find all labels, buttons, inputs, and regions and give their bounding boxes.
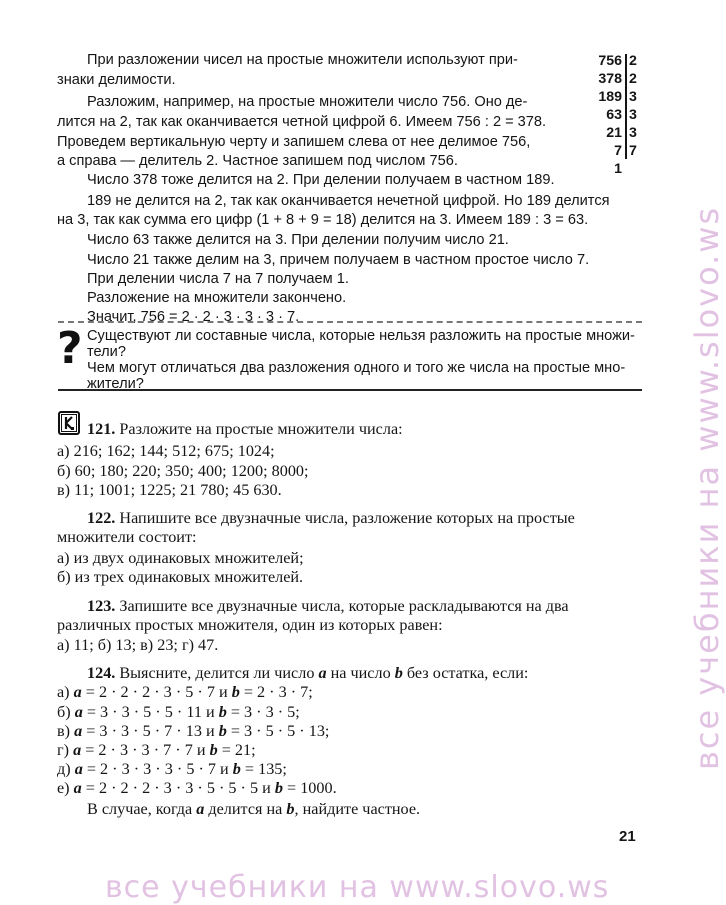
and-word: и <box>205 703 215 721</box>
variable-b: b <box>218 703 227 721</box>
question-line-2: тели? <box>87 344 126 360</box>
question-line-3: Чем могут отличаться два разложения одного и того же числа на простые мно- <box>87 360 626 376</box>
exercise-124-item <box>57 722 329 741</box>
equals-sign: = <box>85 683 95 701</box>
factor-dividend: 63 <box>606 107 622 123</box>
exercise-122-number: 122. <box>87 509 116 527</box>
exercise-124-number: 124. <box>87 664 116 682</box>
question-line-4: жители? <box>87 376 144 392</box>
variable-a: a <box>196 800 205 818</box>
equals-sign: = <box>221 741 231 759</box>
factor-dividend: 756 <box>598 53 622 69</box>
variable-a: a <box>73 779 82 797</box>
value-a: 2 · 2 · 2 · 3 · 5 · 7 <box>98 683 215 701</box>
intro-line-7: Число 378 тоже делится на 2. При делении получаем в частном 189. <box>87 172 555 188</box>
intro-line-11: Число 21 также делим на 3, причем получаем в частном простое число 7. <box>87 252 590 268</box>
final-text-3: , найдите частное. <box>294 800 421 818</box>
value-a: 2 · 2 · 2 · 3 · 3 · 5 · 5 · 5 <box>98 779 259 797</box>
variable-a: a <box>73 741 82 759</box>
intro-line-9: на 3, так как сумма его цифр (1 + 8 + 9 = 18) делится на 3. Имеем 189 : 3 = 63. <box>57 212 589 228</box>
equals-sign: = <box>85 741 95 759</box>
value-b: 1000. <box>300 779 337 797</box>
exercise-123-text: Запишите все двузначные числа, которые раскладываются на два <box>119 597 569 615</box>
intro-line-10: Число 63 также делится на 3. При делении получим число 21. <box>87 232 509 248</box>
calculator-task-icon <box>58 411 80 435</box>
question-box-top-rule <box>58 321 642 323</box>
value-b: 3 · 5 · 5 · 13; <box>244 722 330 740</box>
intro-line-6: а справа — делитель 2. Частное запишем под числом 756. <box>57 153 458 169</box>
intro-line-14: Значит, 756 = 2 · 2 · 3 · 3 · 3 · 7. <box>87 309 300 325</box>
final-text-1: В случае, когда <box>87 800 193 818</box>
variable-b: b <box>286 800 295 818</box>
variable-b: b <box>394 664 403 682</box>
value-a: 2 · 3 · 3 · 3 · 5 · 7 <box>100 760 216 778</box>
exercise-122-item-a: а) из двух одинаковых множителей; <box>57 549 304 567</box>
variable-b: b <box>231 683 240 701</box>
item-label: б) <box>57 703 71 721</box>
exercise-124-item <box>57 760 287 779</box>
exercise-123-line-1 <box>87 597 569 616</box>
final-text-2: делится на <box>208 800 283 818</box>
exercise-124-heading <box>87 664 528 683</box>
factor-dividend: 378 <box>598 71 622 87</box>
exercise-122-item-b: б) из трех одинаковых множителей. <box>57 568 304 586</box>
exercise-124-item <box>57 779 337 798</box>
factor-dividend: 21 <box>606 125 622 141</box>
equals-sign: = <box>85 779 95 797</box>
intro-line-5: Проведем вертикальную черту и запишем слева от нее делимое 756, <box>57 134 531 150</box>
and-word: и <box>205 722 215 740</box>
question-mark-icon: ? <box>57 323 83 374</box>
exercise-121-number: 121. <box>87 420 116 438</box>
and-word: и <box>196 741 206 759</box>
exercise-122-text: Напишите все двузначные числа, разложение которых на простые <box>119 509 575 527</box>
exercise-124-item <box>57 683 313 702</box>
intro-line-8: 189 не делится на 2, так как оканчивается нечетной цифрой. Но 189 делится <box>87 193 610 209</box>
variable-b: b <box>274 779 283 797</box>
variable-a: a <box>318 664 327 682</box>
exercise-124-final <box>87 800 420 819</box>
item-label: в) <box>57 722 71 740</box>
exercise-124-item <box>57 703 300 722</box>
equals-sign: = <box>86 703 96 721</box>
variable-a: a <box>74 722 83 740</box>
exercise-121-text: Разложите на простые множители числа: <box>119 420 403 438</box>
factor-divisor: 2 <box>629 53 637 69</box>
equals-sign: = <box>244 760 255 778</box>
factor-divisor: 3 <box>629 89 637 105</box>
value-a: 3 · 3 · 5 · 7 · 13 <box>99 722 202 740</box>
exercise-124-item <box>57 741 256 760</box>
intro-line-4: лится на 2, так как оканчивается четной цифрой 6. Имеем 756 : 2 = 378. <box>57 114 547 130</box>
intro-line-1: При разложении чисел на простые множители используют при- <box>87 52 518 68</box>
exercise-123-line-2: различных простых множителя, один из которых равен: <box>57 616 443 634</box>
page-number: 21 <box>619 828 636 845</box>
variable-a: a <box>73 683 82 701</box>
and-word: и <box>218 683 228 701</box>
exercise-124-text-b: на число <box>330 664 391 682</box>
variable-a: a <box>74 703 83 721</box>
value-b: 3 · 3 · 5; <box>244 703 300 721</box>
exercise-121-item-c: в) 11; 1001; 1225; 21 780; 45 630. <box>57 481 282 499</box>
value-b: 21; <box>234 741 256 759</box>
equals-sign: = <box>287 779 297 797</box>
factor-divisor: 7 <box>629 143 637 159</box>
item-label: а) <box>57 683 70 701</box>
question-line-1: Существуют ли составные числа, которые нельзя разложить на простые множи- <box>87 328 635 344</box>
exercise-122-line-2: множители состоит: <box>57 528 197 546</box>
equals-sign: = <box>230 703 240 721</box>
equals-sign: = <box>86 722 96 740</box>
factor-divisor: 3 <box>629 107 637 123</box>
exercise-124-text-a: Выясните, делится ли число <box>119 664 315 682</box>
exercise-121-item-b: б) 60; 180; 220; 350; 400; 1200; 8000; <box>57 462 309 480</box>
exercise-123-number: 123. <box>87 597 116 615</box>
watermark-bottom: все учебники на www.slovo.ws <box>105 870 610 905</box>
watermark-vertical: все учебники на www.slovo.ws <box>688 205 726 770</box>
factor-divisor: 2 <box>629 71 637 87</box>
value-a: 2 · 3 · 3 · 7 · 7 <box>98 741 193 759</box>
variable-b: b <box>232 760 241 778</box>
item-label: д) <box>57 760 71 778</box>
value-a: 3 · 3 · 5 · 5 · 11 <box>100 703 202 721</box>
and-word: и <box>262 779 271 797</box>
variable-b: b <box>209 741 218 759</box>
factor-dividend: 1 <box>614 161 622 177</box>
equals-sign: = <box>86 760 96 778</box>
exercise-121-heading <box>87 420 403 439</box>
factor-dividend: 7 <box>614 143 622 159</box>
variable-a: a <box>74 760 83 778</box>
question-box-bottom-rule <box>58 389 642 391</box>
exercise-121-item-a: а) 216; 162; 144; 512; 675; 1024; <box>57 442 275 460</box>
exercise-123-answers: а) 11; б) 13; в) 23; г) 47. <box>57 636 219 654</box>
factor-table-divider <box>625 54 627 159</box>
item-label: г) <box>57 741 70 759</box>
variable-b: b <box>218 722 227 740</box>
equals-sign: = <box>230 722 240 740</box>
equals-sign: = <box>243 683 253 701</box>
exercise-124-text-c: без остатка, если: <box>406 664 529 682</box>
and-word: и <box>220 760 229 778</box>
item-label: е) <box>57 779 70 797</box>
intro-line-2: знаки делимости. <box>57 72 176 88</box>
intro-line-13: Разложение на множители закончено. <box>87 290 347 306</box>
value-b: 135; <box>258 760 287 778</box>
factor-dividend: 189 <box>598 89 622 105</box>
intro-line-3: Разложим, например, на простые множители число 756. Оно де- <box>87 94 528 110</box>
value-b: 2 · 3 · 7; <box>257 683 313 701</box>
factor-divisor: 3 <box>629 125 637 141</box>
intro-line-12: При делении числа 7 на 7 получаем 1. <box>87 271 349 287</box>
exercise-122-line-1 <box>87 509 575 528</box>
